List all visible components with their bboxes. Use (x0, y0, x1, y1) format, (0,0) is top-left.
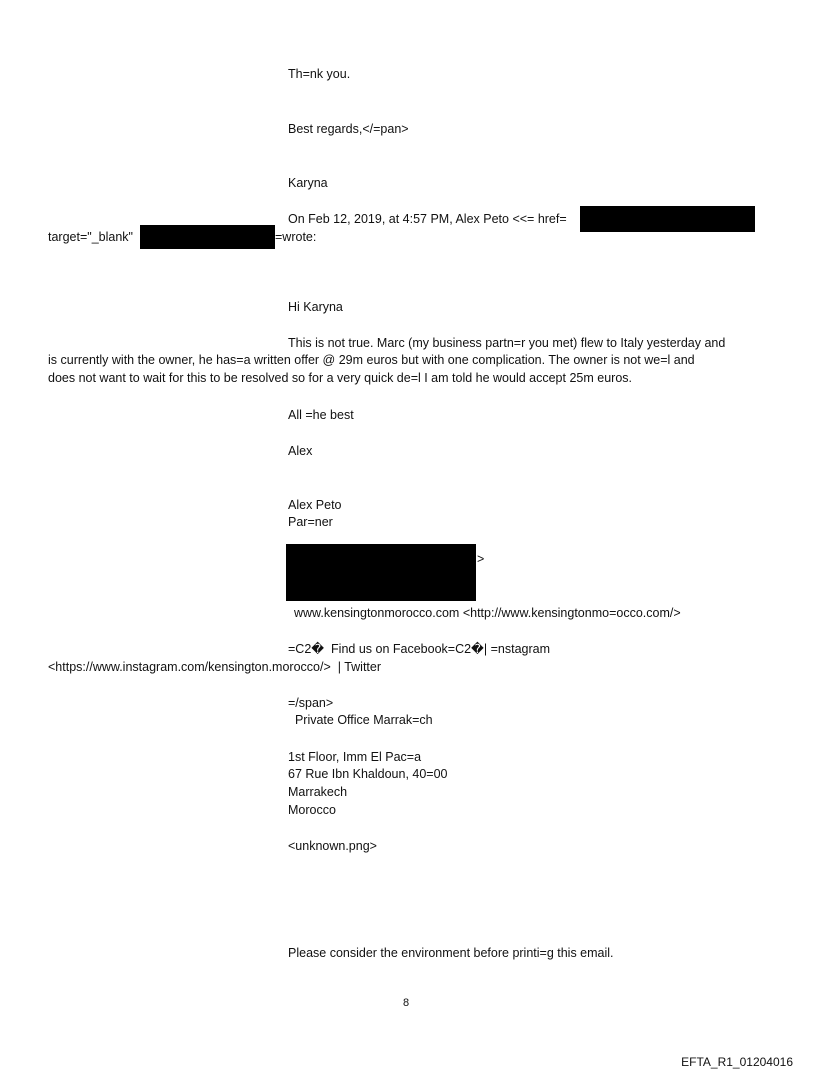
redaction-box (286, 544, 476, 601)
signature-name: Alex Peto (288, 498, 342, 512)
greeting-line: Hi Karyna (288, 300, 343, 314)
bates-id: EFTA_R1_01204016 (681, 1055, 793, 1069)
website-link[interactable]: www.kensingtonmorocco.com <http://www.kensingtonmo=occo.com/> (294, 606, 681, 620)
closing-line: All =he best (288, 408, 354, 422)
address-country: Morocco (288, 803, 336, 817)
environment-note: Please consider the environment before printi=g this email. (288, 946, 614, 960)
sender-name: Karyna (288, 176, 328, 190)
quote-header-wrote: =wrote: (275, 230, 317, 244)
span-close-line: =/span> (288, 696, 334, 710)
social-links-line: =C2� Find us on Facebook=C2�| =nstagram (288, 642, 550, 656)
quote-header: On Feb 12, 2019, at 4:57 PM, Alex Peto <<= href= (288, 212, 567, 226)
body-paragraph-line: does not want to wait for this to be resolved so for a very quick de=l I am told he would accept 25m euros. (48, 371, 632, 385)
instagram-link[interactable]: <https://www.instagram.com/kensington.morocco/> | Twitter (48, 660, 382, 674)
redaction-box (140, 225, 275, 249)
address-city: Marrakech (288, 785, 348, 799)
redacted-trailer: > (477, 552, 485, 566)
body-paragraph-line: This is not true. Marc (my business partn=r you met) flew to Italy yesterday and (288, 336, 726, 350)
attachment-placeholder: <unknown.png> (288, 839, 377, 853)
signature-title: Par=ner (288, 515, 333, 529)
office-name: Private Office Marrak=ch (288, 713, 433, 727)
thank-you-line: Th=nk you. (288, 67, 351, 81)
body-paragraph-line: is currently with the owner, he has=a written offer @ 29m euros but with one complication. The owner is not we=l and (48, 353, 695, 367)
address-line: 1st Floor, Imm El Pac=a (288, 750, 422, 764)
redaction-box (580, 206, 755, 232)
closing-name: Alex (288, 444, 313, 458)
regards-line: Best regards,</=pan> (288, 122, 409, 136)
address-line: 67 Rue Ibn Khaldoun, 40=00 (288, 767, 448, 781)
quote-header-target: target="_blank" (48, 230, 133, 244)
page-number: 8 (403, 997, 410, 1009)
